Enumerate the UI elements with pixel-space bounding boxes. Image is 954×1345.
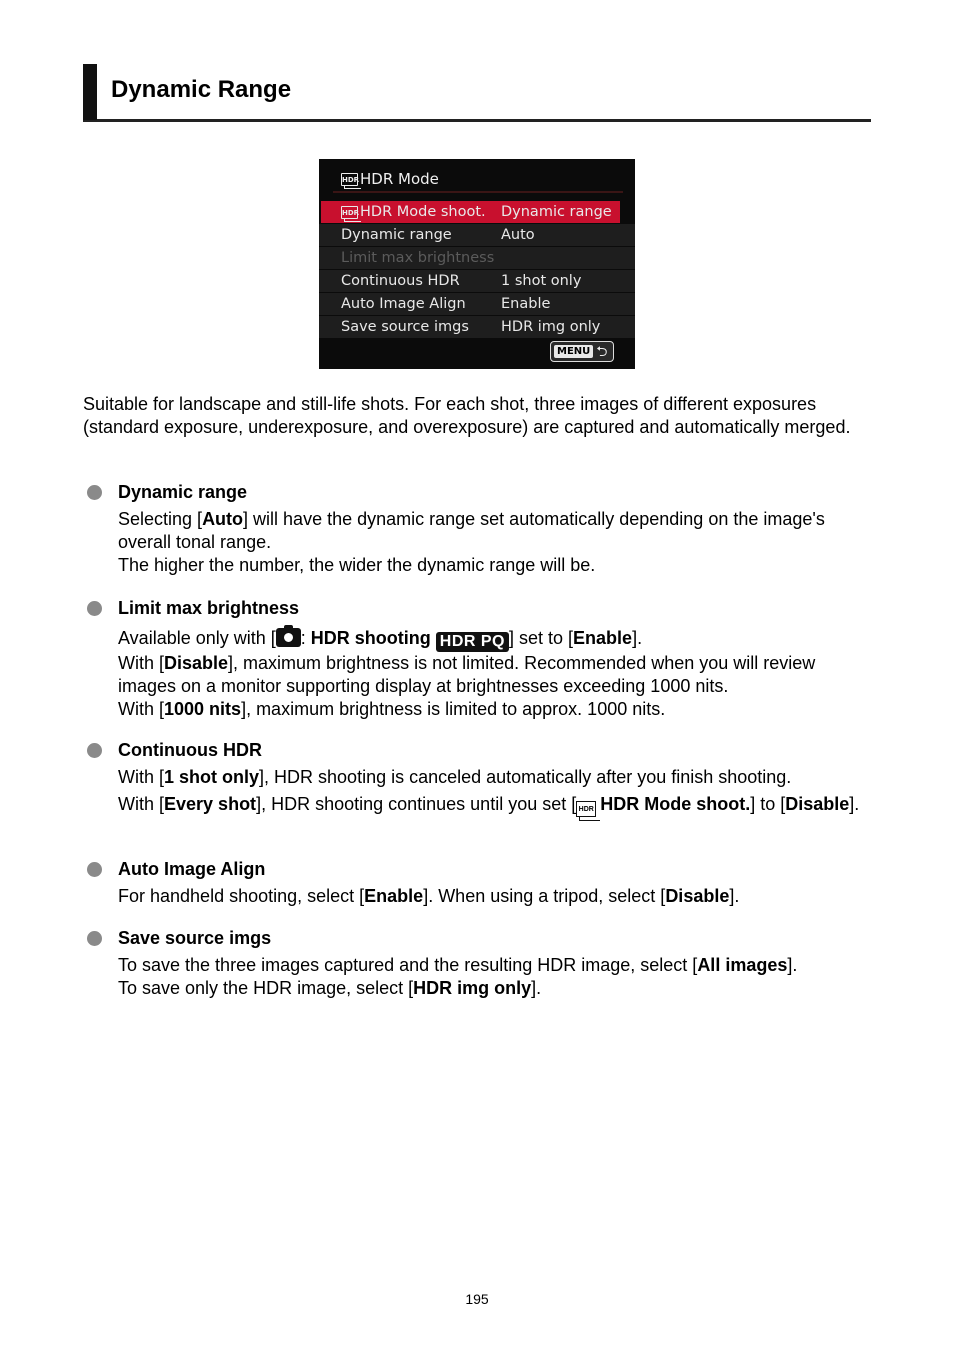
- bullet-icon: [87, 931, 102, 946]
- menu-row-dynamic-range[interactable]: [319, 224, 635, 246]
- section-title: Save source imgs: [118, 928, 272, 948]
- bullet-icon: [87, 862, 102, 877]
- section-body: To save the three images captured and the resulting HDR image, select [All images]. To save only the HDR image, select [HDR img only].: [118, 955, 798, 998]
- section-title: Auto Image Align: [118, 859, 266, 879]
- hdr-icon: HDR: [576, 801, 596, 817]
- page-title: Dynamic Range: [111, 76, 292, 103]
- section-body: For handheld shooting, select [Enable]. When using a tripod, select [Disable].: [118, 886, 740, 906]
- menu-row-label: Save source imgs: [341, 319, 469, 335]
- menu-row-label: Continuous HDR: [341, 273, 460, 289]
- menu-return-button[interactable]: [550, 341, 614, 362]
- intro-paragraph: Suitable for landscape and still-life shots. For each shot, three images of different exposures (standard exposure, underexposure, and overexposure) are captured and automatically merged.: [83, 394, 851, 437]
- menu-row-label: Limit max brightness: [341, 250, 495, 266]
- return-arrow-icon: ⮌: [596, 343, 608, 360]
- menu-row-value: Enable: [501, 296, 551, 312]
- menu-row-label: Dynamic range: [341, 227, 452, 243]
- menu-row-value: Dynamic range: [501, 204, 612, 220]
- heading-bar: [83, 64, 97, 120]
- menu-row-value: 1 shot only: [501, 273, 582, 289]
- page-number: 195: [465, 1291, 489, 1307]
- section-heading: [83, 64, 871, 122]
- bullet-icon: [87, 485, 102, 500]
- camera-menu-divider: [333, 191, 623, 193]
- menu-row-value: Auto: [501, 227, 535, 243]
- section-title: Dynamic range: [118, 482, 248, 502]
- menu-row-save-source-imgs[interactable]: [319, 316, 635, 338]
- camera-menu-title: [341, 170, 439, 188]
- menu-row-auto-image-align[interactable]: [319, 293, 635, 315]
- camera-menu-screenshot: [319, 159, 635, 369]
- hdr-icon: HDR: [341, 173, 358, 186]
- hdr-pq-icon: HDR PQ: [436, 632, 509, 652]
- section-title: Limit max brightness: [118, 598, 300, 618]
- camera-menu-title-text: HDR Mode: [360, 170, 439, 188]
- section-title: Continuous HDR: [118, 740, 262, 760]
- hdr-icon: HDR: [341, 206, 358, 219]
- menu-button-label: MENU: [554, 345, 593, 358]
- section-body: With [1 shot only], HDR shooting is canceled automatically after you finish shooting. With [Every shot], HDR shooting continues until you set [ HDR HDR Mode shoot.] to [Disable].: [118, 766, 878, 817]
- section-body: Available only with [ : HDR shooting HDR PQ ] set to [Enable]. With [Disable], maximum brightness is not limited. Recommended when you will review images on a monitor supporting display at brightnesses exceeding 1000 nits. With [1000 nits], maximum brightness is limited to approx. 1000 nits.: [118, 628, 816, 719]
- menu-row-continuous-hdr[interactable]: [319, 270, 635, 292]
- menu-row-label: HDR Mode shoot.: [360, 204, 486, 220]
- menu-row-value: HDR img only: [501, 319, 601, 335]
- menu-row-hdr-mode-shoot[interactable]: [321, 201, 620, 223]
- camera-icon: [276, 628, 301, 647]
- section-body: Selecting [Auto] will have the dynamic range set automatically depending on the image's overall tonal range. The higher the number, the wider the dynamic range will be.: [118, 509, 825, 575]
- bullet-icon: [87, 601, 102, 616]
- menu-row-label: Auto Image Align: [341, 296, 466, 312]
- bullet-icon: [87, 743, 102, 758]
- menu-row-limit-max-brightness: [319, 247, 635, 269]
